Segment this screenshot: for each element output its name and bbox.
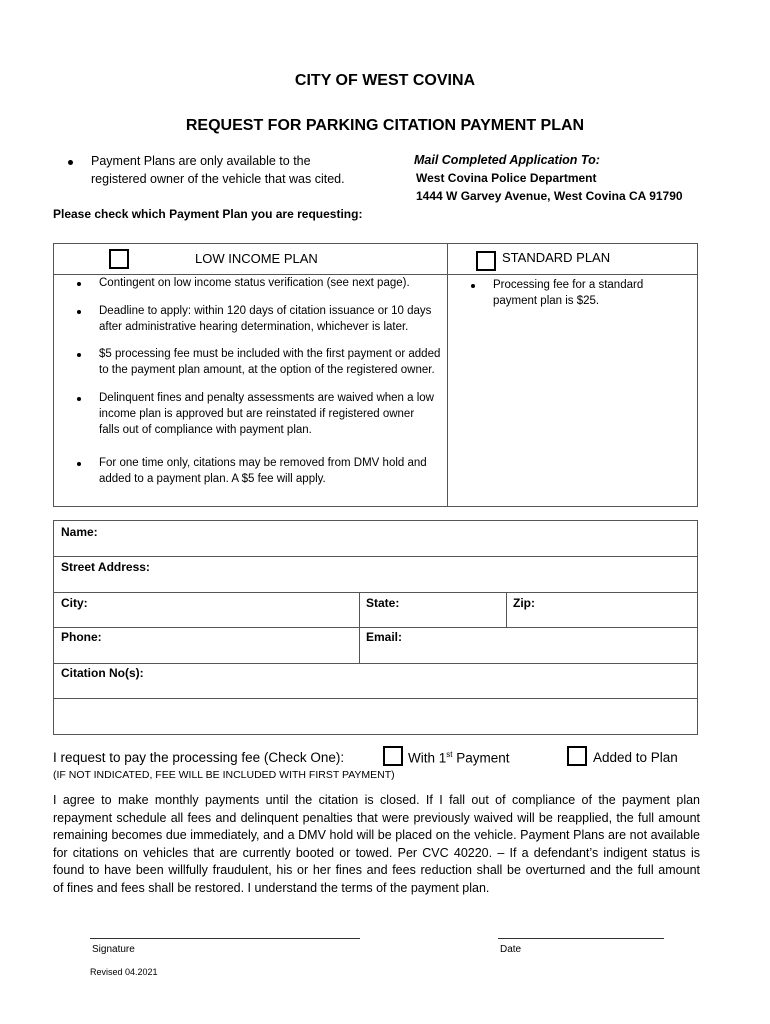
- email-label: Email:: [366, 630, 403, 644]
- eligibility-note-line1: Payment Plans are only available to the: [91, 154, 311, 168]
- low-income-item: $5 processing fee must be included with the first payment or added: [99, 348, 441, 360]
- agreement-paragraph: [53, 792, 700, 897]
- plan-table-divider: [53, 274, 698, 275]
- date-label: Date: [500, 944, 522, 955]
- low-income-item: Deadline to apply: within 120 days of citation issuance or 10 days: [99, 305, 432, 317]
- low-income-item: Delinquent fines and penalty assessments are waived when a low: [99, 392, 434, 404]
- low-income-item: to the payment plan amount, at the option of the registered owner.: [99, 364, 435, 376]
- low-income-item: added to a payment plan. A $5 fee will apply.: [99, 473, 326, 485]
- mail-to-heading: Mail Completed Application To:: [414, 153, 600, 167]
- added-to-plan-label: Added to Plan: [593, 750, 678, 765]
- bullet-icon: [77, 310, 81, 314]
- citation-numbers-label: Citation No(s):: [61, 666, 144, 680]
- with-first-payment-label: [408, 750, 510, 766]
- agreement-line: repayment schedule all fees and delinquent penalties that were previously waived will be reapplied, the full amount: [53, 810, 700, 825]
- city-field[interactable]: [54, 593, 359, 627]
- name-label: Name:: [61, 525, 98, 539]
- city-title: CITY OF WEST COVINA: [294, 72, 476, 89]
- standard-plan-checkbox[interactable]: [476, 251, 496, 271]
- low-income-plan-label: LOW INCOME PLAN: [195, 251, 318, 266]
- phone-field[interactable]: [54, 628, 359, 663]
- signature-line[interactable]: [90, 938, 360, 939]
- name-field[interactable]: [54, 521, 697, 556]
- standard-plan-label: STANDARD PLAN: [502, 250, 611, 265]
- state-label: State:: [366, 596, 400, 610]
- processing-fee-prompt: I request to pay the processing fee (Check One):: [53, 750, 345, 765]
- state-field[interactable]: [360, 593, 506, 627]
- bullet-icon: [471, 284, 475, 288]
- street-address-label: Street Address:: [61, 560, 150, 574]
- low-income-item: after administrative hearing determination, whichever is later.: [99, 321, 409, 333]
- bullet-icon: [77, 353, 81, 357]
- with-first-payment-text: With 1: [408, 750, 447, 766]
- mail-to-department: West Covina Police Department: [416, 171, 597, 185]
- plan-table-column-divider: [447, 243, 448, 507]
- added-to-plan-checkbox[interactable]: [567, 746, 587, 766]
- zip-field[interactable]: [507, 593, 697, 627]
- eligibility-note-line2: registered owner of the vehicle that was cited.: [91, 172, 345, 186]
- low-income-item: Contingent on low income status verification (see next page).: [99, 277, 410, 289]
- standard-plan-item-line1: Processing fee for a standard: [493, 279, 644, 291]
- agreement-line: for citations on vehicles that are currently booted or towed. Per CVC 40220. – If a defendant’s indigent status is: [53, 845, 700, 860]
- mail-to-address: 1444 W Garvey Avenue, West Covina CA 91790: [416, 189, 683, 203]
- bullet-icon: [77, 397, 81, 401]
- with-first-payment-checkbox[interactable]: [383, 746, 403, 766]
- low-income-plan-checkbox[interactable]: [109, 249, 129, 269]
- standard-plan-item-line2: payment plan is $25.: [493, 295, 600, 307]
- signature-label: Signature: [92, 944, 135, 955]
- agreement-line: I agree to make monthly payments until the citation is closed. If I fall out of compliance of the payment plan: [53, 793, 700, 807]
- plan-instruction: Please check which Payment Plan you are requesting:: [53, 207, 363, 221]
- low-income-item: For one time only, citations may be removed from DMV hold and: [99, 457, 427, 469]
- fee-default-note: (IF NOT INDICATED, FEE WILL BE INCLUDED WITH FIRST PAYMENT): [53, 769, 395, 781]
- low-income-item: income plan is approved but are reinstated if registered owner: [99, 408, 415, 420]
- revision-note: Revised 04.2021: [90, 967, 158, 977]
- phone-label: Phone:: [61, 630, 102, 644]
- agreement-line: found to have been willfully fraudulent, his or her fines and fees reduction shall be overturned and the full amount: [53, 863, 700, 877]
- with-first-payment-ordinal: st: [446, 750, 453, 759]
- form-title: REQUEST FOR PARKING CITATION PAYMENT PLAN: [185, 117, 585, 134]
- low-income-item: falls out of compliance with payment plan.: [99, 424, 312, 436]
- bullet-icon: [77, 282, 81, 286]
- bullet-icon: [68, 160, 73, 165]
- city-label: City:: [61, 596, 88, 610]
- street-address-field[interactable]: [54, 557, 697, 592]
- agreement-line: of fines and fees shall be restored. I understand the terms of the payment plan.: [53, 880, 490, 895]
- zip-label: Zip:: [513, 596, 535, 610]
- with-first-payment-suffix: Payment: [452, 750, 510, 766]
- date-line[interactable]: [498, 938, 664, 939]
- citation-numbers-field[interactable]: [54, 664, 697, 734]
- email-field[interactable]: [360, 628, 697, 663]
- bullet-icon: [77, 462, 81, 466]
- agreement-line: remaining becomes due immediately, and a DMV hold will be placed on the vehicle. Payment Plans are not available: [53, 828, 700, 842]
